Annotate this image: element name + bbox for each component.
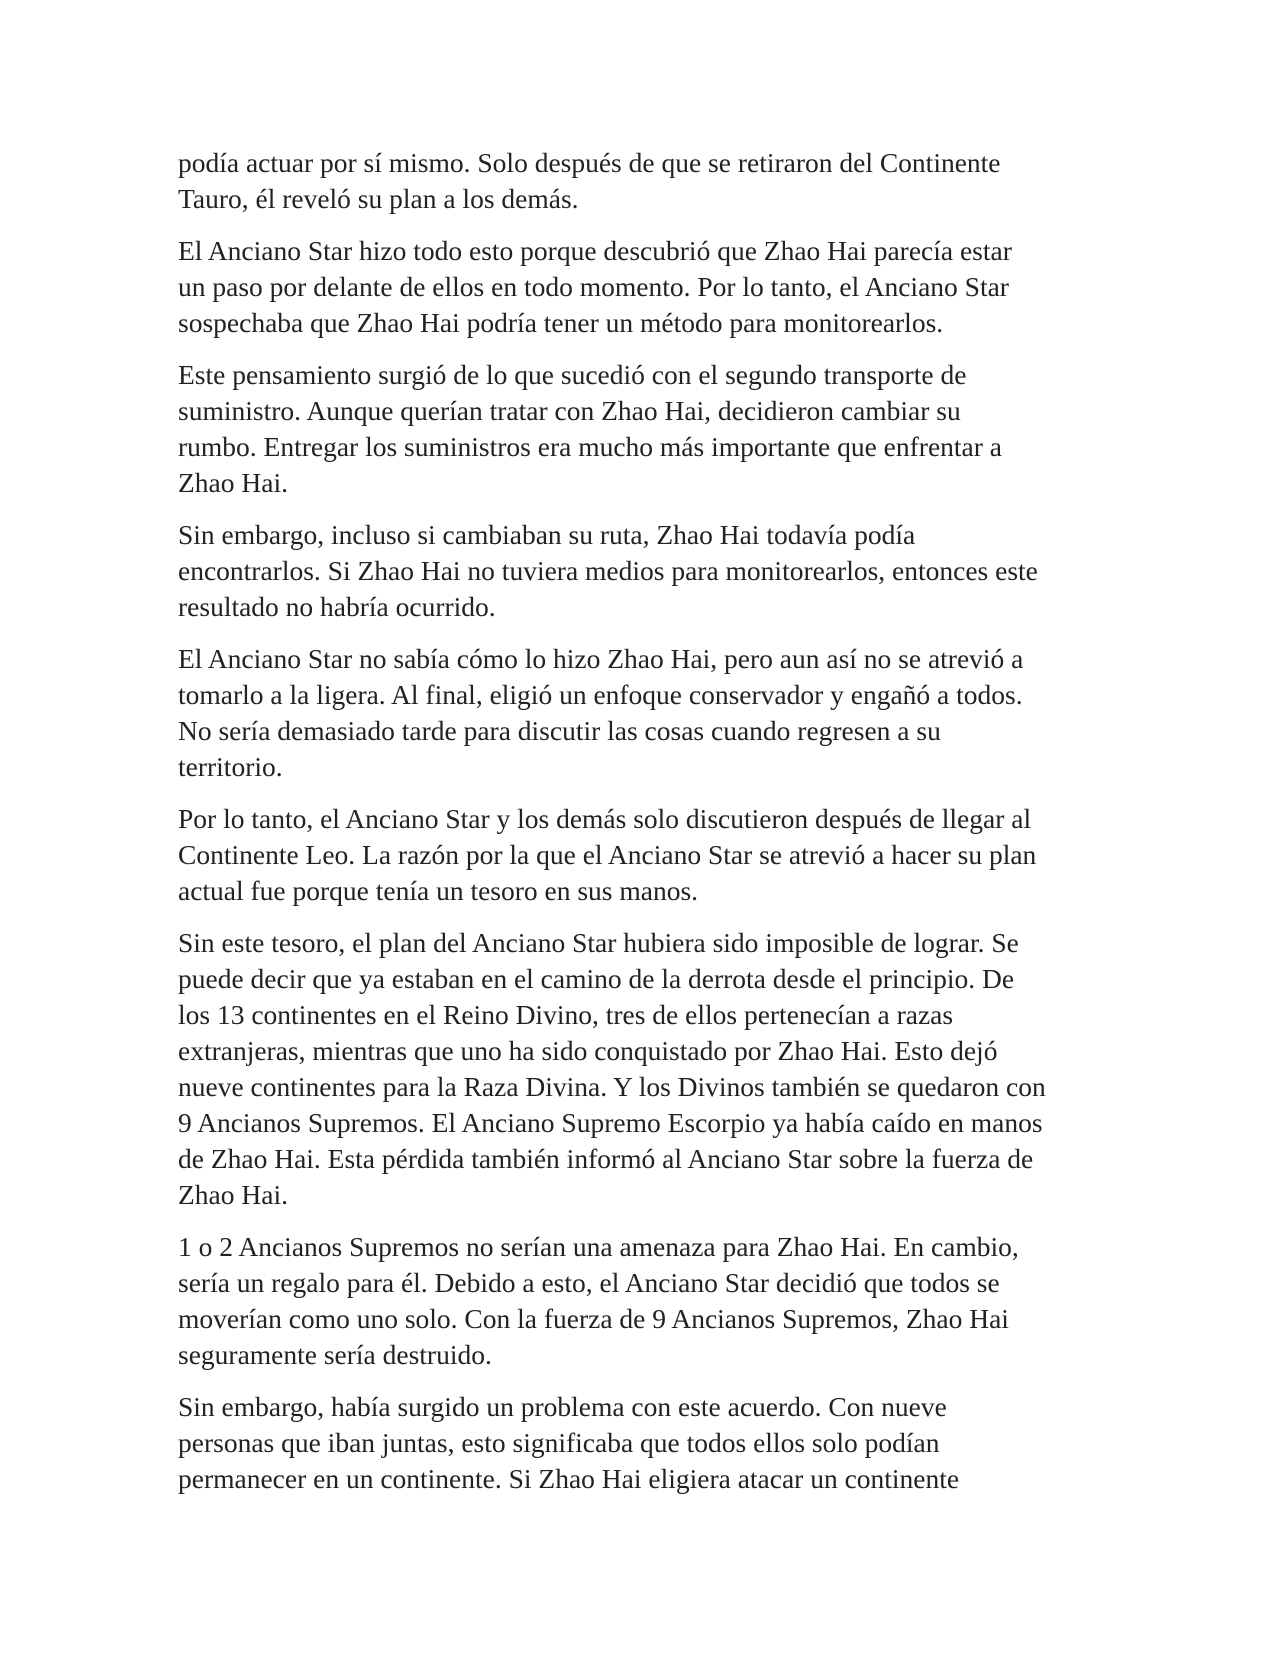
paragraph: Sin embargo, había surgido un problema con este acuerdo. Con nueve personas que iban juntas, esto significaba que todos ellos solo podían permanecer en un continente. Si Zhao Hai eligiera atacar un continente bbox=[178, 1391, 960, 1494]
paragraph: Sin este tesoro, el plan del Anciano Star hubiera sido imposible de lograr. Se puede decir que ya estaban en el camino de la derrota desde el principio. De los 13 continentes en el Reino Divino, tres de ellos pertenecían a razas extranjeras, mientras que uno ha sido conquistado por Zhao Hai. Esto dejó nueve continentes para la Raza Divina. Y los Divinos también se quedaron con 9 Ancianos Supremos. El Anciano Supremo Escorpio ya había caído en manos de Zhao Hai. Esta pérdida también informó al Anciano Star sobre la fuerza de Zhao Hai. bbox=[178, 927, 1046, 1210]
paragraph: El Anciano Star hizo todo esto porque descubrió que Zhao Hai parecía estar un paso por delante de ellos en todo momento. Por lo tanto, el Anciano Star sospechaba que Zhao Hai podría tener un método para monitorearlos. bbox=[178, 235, 1012, 338]
paragraph: podía actuar por sí mismo. Solo después de que se retiraron del Continente Tauro, él reveló su plan a los demás. bbox=[178, 147, 1001, 214]
document-body bbox=[178, 145, 1118, 1513]
paragraph: Sin embargo, incluso si cambiaban su ruta, Zhao Hai todavía podía encontrarlos. Si Zhao Hai no tuviera medios para monitorearlos, entonces este resultado no habría ocurrido. bbox=[178, 519, 1038, 622]
paragraph: 1 o 2 Ancianos Supremos no serían una amenaza para Zhao Hai. En cambio, sería un regalo para él. Debido a esto, el Anciano Star decidió que todos se moverían como uno solo. Con la fuerza de 9 Ancianos Supremos, Zhao Hai seguramente sería destruido. bbox=[178, 1231, 1019, 1370]
paragraph: Por lo tanto, el Anciano Star y los demás solo discutieron después de llegar al Continente Leo. La razón por la que el Anciano Star se atrevió a hacer su plan actual fue porque tenía un tesoro en sus manos. bbox=[178, 803, 1037, 906]
paragraph: El Anciano Star no sabía cómo lo hizo Zhao Hai, pero aun así no se atrevió a tomarlo a la ligera. Al final, eligió un enfoque conservador y engañó a todos. No sería demasiado tarde para discutir las cosas cuando regresen a su territorio. bbox=[178, 643, 1024, 782]
paragraph: Este pensamiento surgió de lo que sucedió con el segundo transporte de suministro. Aunque querían tratar con Zhao Hai, decidieron cambiar su rumbo. Entregar los suministros era mucho más importante que enfrentar a Zhao Hai. bbox=[178, 359, 1002, 498]
